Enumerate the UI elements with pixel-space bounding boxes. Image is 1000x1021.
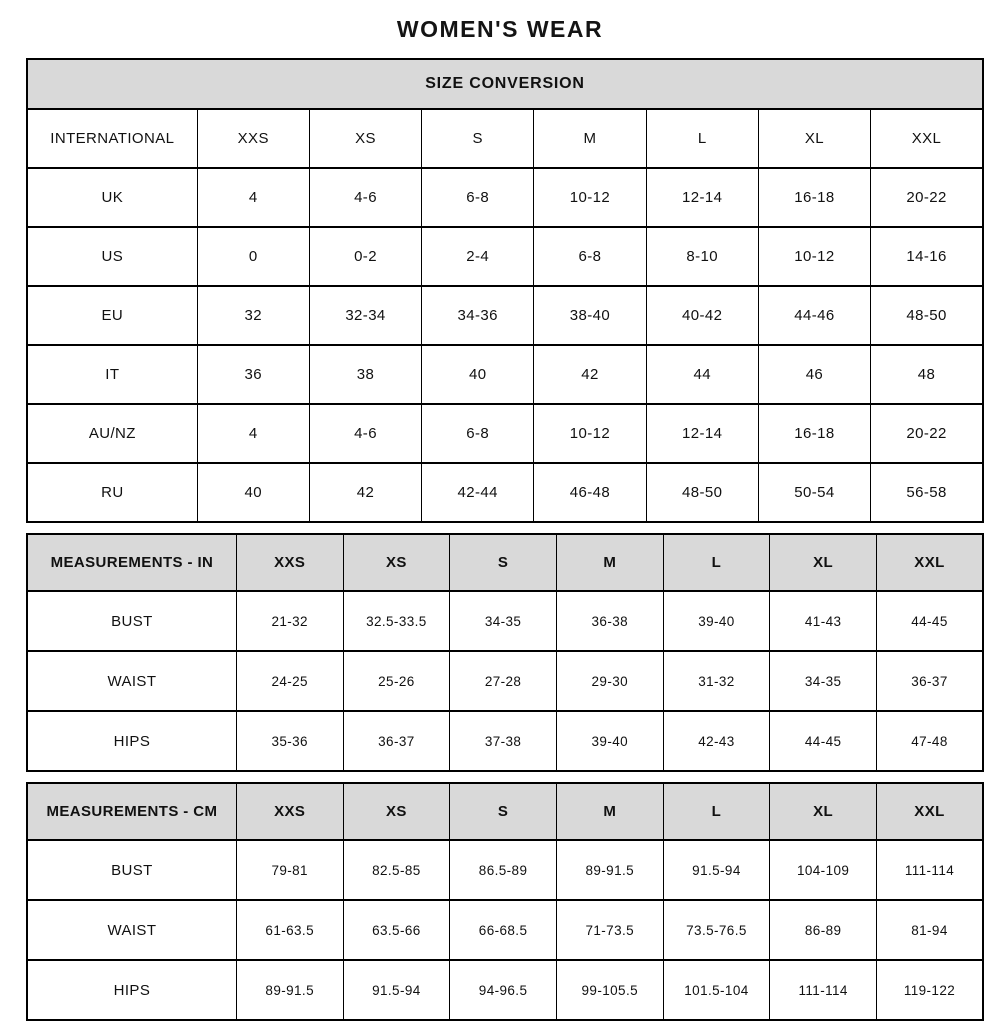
size-cell: 20-22 — [871, 404, 983, 463]
row-label-bust: BUST — [27, 840, 236, 900]
size-cell: 6-8 — [422, 404, 534, 463]
column-header-s: S — [450, 783, 557, 840]
column-header-international: INTERNATIONAL — [27, 109, 197, 168]
size-cell: 46-48 — [534, 463, 646, 522]
size-cell: 4 — [197, 404, 309, 463]
column-header-m: M — [556, 783, 663, 840]
size-cell: 10-12 — [534, 168, 646, 227]
row-label-bust: BUST — [27, 591, 236, 651]
measurement-cell: 35-36 — [236, 711, 343, 771]
size-cell: 40 — [422, 345, 534, 404]
size-cell: 42 — [309, 463, 421, 522]
column-header-l: L — [663, 783, 770, 840]
column-header-xl: XL — [770, 783, 877, 840]
table-row-aunz — [27, 404, 983, 463]
size-cell: 38 — [309, 345, 421, 404]
size-cell: 4-6 — [309, 404, 421, 463]
measurements-in-header-row — [27, 534, 983, 591]
measurement-cell: 41-43 — [770, 591, 877, 651]
size-conversion-table — [26, 58, 984, 523]
size-cell: 4-6 — [309, 168, 421, 227]
size-cell: 2-4 — [422, 227, 534, 286]
row-label-ru: RU — [27, 463, 197, 522]
measurement-cell: 63.5-66 — [343, 900, 450, 960]
size-cell: 32 — [197, 286, 309, 345]
size-cell: 46 — [758, 345, 870, 404]
size-cell: 44 — [646, 345, 758, 404]
column-header-xs: XS — [309, 109, 421, 168]
column-header-xxs: XXS — [236, 783, 343, 840]
column-header-xl: XL — [758, 109, 870, 168]
measurement-cell: 24-25 — [236, 651, 343, 711]
measurement-cell: 82.5-85 — [343, 840, 450, 900]
row-label-hips: HIPS — [27, 711, 236, 771]
column-header-xxs: XXS — [236, 534, 343, 591]
size-cell: 50-54 — [758, 463, 870, 522]
table-row-hips-in — [27, 711, 983, 771]
size-cell: 36 — [197, 345, 309, 404]
table-row-uk — [27, 168, 983, 227]
measurement-cell: 101.5-104 — [663, 960, 770, 1020]
size-cell: 38-40 — [534, 286, 646, 345]
table-row-it — [27, 345, 983, 404]
size-cell: 0 — [197, 227, 309, 286]
column-header-xxl: XXL — [876, 534, 983, 591]
size-conversion-banner: SIZE CONVERSION — [27, 59, 983, 109]
measurements-in-table — [26, 533, 984, 772]
size-cell: 6-8 — [422, 168, 534, 227]
row-label-eu: EU — [27, 286, 197, 345]
measurement-cell: 91.5-94 — [343, 960, 450, 1020]
measurements-cm-header-row — [27, 783, 983, 840]
size-cell: 4 — [197, 168, 309, 227]
measurement-cell: 111-114 — [770, 960, 877, 1020]
column-header-xxs: XXS — [197, 109, 309, 168]
size-cell: 16-18 — [758, 404, 870, 463]
measurement-cell: 79-81 — [236, 840, 343, 900]
column-header-l: L — [663, 534, 770, 591]
measurement-cell: 31-32 — [663, 651, 770, 711]
size-cell: 34-36 — [422, 286, 534, 345]
measurement-cell: 39-40 — [556, 711, 663, 771]
measurements-in-title: MEASUREMENTS - IN — [27, 534, 236, 591]
measurement-cell: 71-73.5 — [556, 900, 663, 960]
measurement-cell: 73.5-76.5 — [663, 900, 770, 960]
measurement-cell: 34-35 — [770, 651, 877, 711]
table-row-waist-cm — [27, 900, 983, 960]
table-row-hips-cm — [27, 960, 983, 1020]
measurement-cell: 91.5-94 — [663, 840, 770, 900]
size-cell: 48 — [871, 345, 983, 404]
measurement-cell: 104-109 — [770, 840, 877, 900]
measurement-cell: 36-37 — [876, 651, 983, 711]
measurement-cell: 119-122 — [876, 960, 983, 1020]
column-header-xl: XL — [770, 534, 877, 591]
column-header-xxl: XXL — [871, 109, 983, 168]
measurement-cell: 66-68.5 — [450, 900, 557, 960]
size-cell: 8-10 — [646, 227, 758, 286]
table-row-bust-in — [27, 591, 983, 651]
row-label-it: IT — [27, 345, 197, 404]
measurement-cell: 86.5-89 — [450, 840, 557, 900]
table-row-eu — [27, 286, 983, 345]
size-conversion-banner-row — [27, 59, 983, 109]
measurement-cell: 61-63.5 — [236, 900, 343, 960]
table-row-us — [27, 227, 983, 286]
size-cell: 48-50 — [871, 286, 983, 345]
row-label-waist: WAIST — [27, 651, 236, 711]
measurement-cell: 21-32 — [236, 591, 343, 651]
size-cell: 40 — [197, 463, 309, 522]
column-header-l: L — [646, 109, 758, 168]
size-cell: 20-22 — [871, 168, 983, 227]
measurement-cell: 99-105.5 — [556, 960, 663, 1020]
size-cell: 10-12 — [758, 227, 870, 286]
size-cell: 44-46 — [758, 286, 870, 345]
size-cell: 14-16 — [871, 227, 983, 286]
row-label-waist: WAIST — [27, 900, 236, 960]
measurement-cell: 34-35 — [450, 591, 557, 651]
size-cell: 48-50 — [646, 463, 758, 522]
size-cell: 56-58 — [871, 463, 983, 522]
size-cell: 42-44 — [422, 463, 534, 522]
measurement-cell: 47-48 — [876, 711, 983, 771]
measurement-cell: 89-91.5 — [236, 960, 343, 1020]
size-conversion-header-row — [27, 109, 983, 168]
column-header-xs: XS — [343, 783, 450, 840]
column-header-m: M — [534, 109, 646, 168]
size-cell: 12-14 — [646, 168, 758, 227]
measurement-cell: 27-28 — [450, 651, 557, 711]
measurement-cell: 32.5-33.5 — [343, 591, 450, 651]
column-header-s: S — [450, 534, 557, 591]
measurement-cell: 39-40 — [663, 591, 770, 651]
measurement-cell: 37-38 — [450, 711, 557, 771]
table-row-bust-cm — [27, 840, 983, 900]
measurement-cell: 44-45 — [770, 711, 877, 771]
column-header-xxl: XXL — [876, 783, 983, 840]
measurement-cell: 44-45 — [876, 591, 983, 651]
measurement-cell: 25-26 — [343, 651, 450, 711]
measurement-cell: 36-38 — [556, 591, 663, 651]
measurement-cell: 89-91.5 — [556, 840, 663, 900]
size-cell: 0-2 — [309, 227, 421, 286]
table-row-ru — [27, 463, 983, 522]
size-cell: 12-14 — [646, 404, 758, 463]
measurements-cm-title: MEASUREMENTS - CM — [27, 783, 236, 840]
measurement-cell: 36-37 — [343, 711, 450, 771]
row-label-hips: HIPS — [27, 960, 236, 1020]
column-header-xs: XS — [343, 534, 450, 591]
measurement-cell: 94-96.5 — [450, 960, 557, 1020]
measurement-cell: 42-43 — [663, 711, 770, 771]
table-row-waist-in — [27, 651, 983, 711]
row-label-aunz: AU/NZ — [27, 404, 197, 463]
size-cell: 40-42 — [646, 286, 758, 345]
size-cell: 6-8 — [534, 227, 646, 286]
measurement-cell: 29-30 — [556, 651, 663, 711]
column-header-m: M — [556, 534, 663, 591]
measurement-cell: 81-94 — [876, 900, 983, 960]
measurements-cm-table — [26, 782, 984, 1021]
size-cell: 42 — [534, 345, 646, 404]
size-cell: 10-12 — [534, 404, 646, 463]
size-cell: 32-34 — [309, 286, 421, 345]
row-label-us: US — [27, 227, 197, 286]
column-header-s: S — [422, 109, 534, 168]
measurement-cell: 111-114 — [876, 840, 983, 900]
size-cell: 16-18 — [758, 168, 870, 227]
page-title: WOMEN'S WEAR — [396, 16, 604, 42]
row-label-uk: UK — [27, 168, 197, 227]
measurement-cell: 86-89 — [770, 900, 877, 960]
